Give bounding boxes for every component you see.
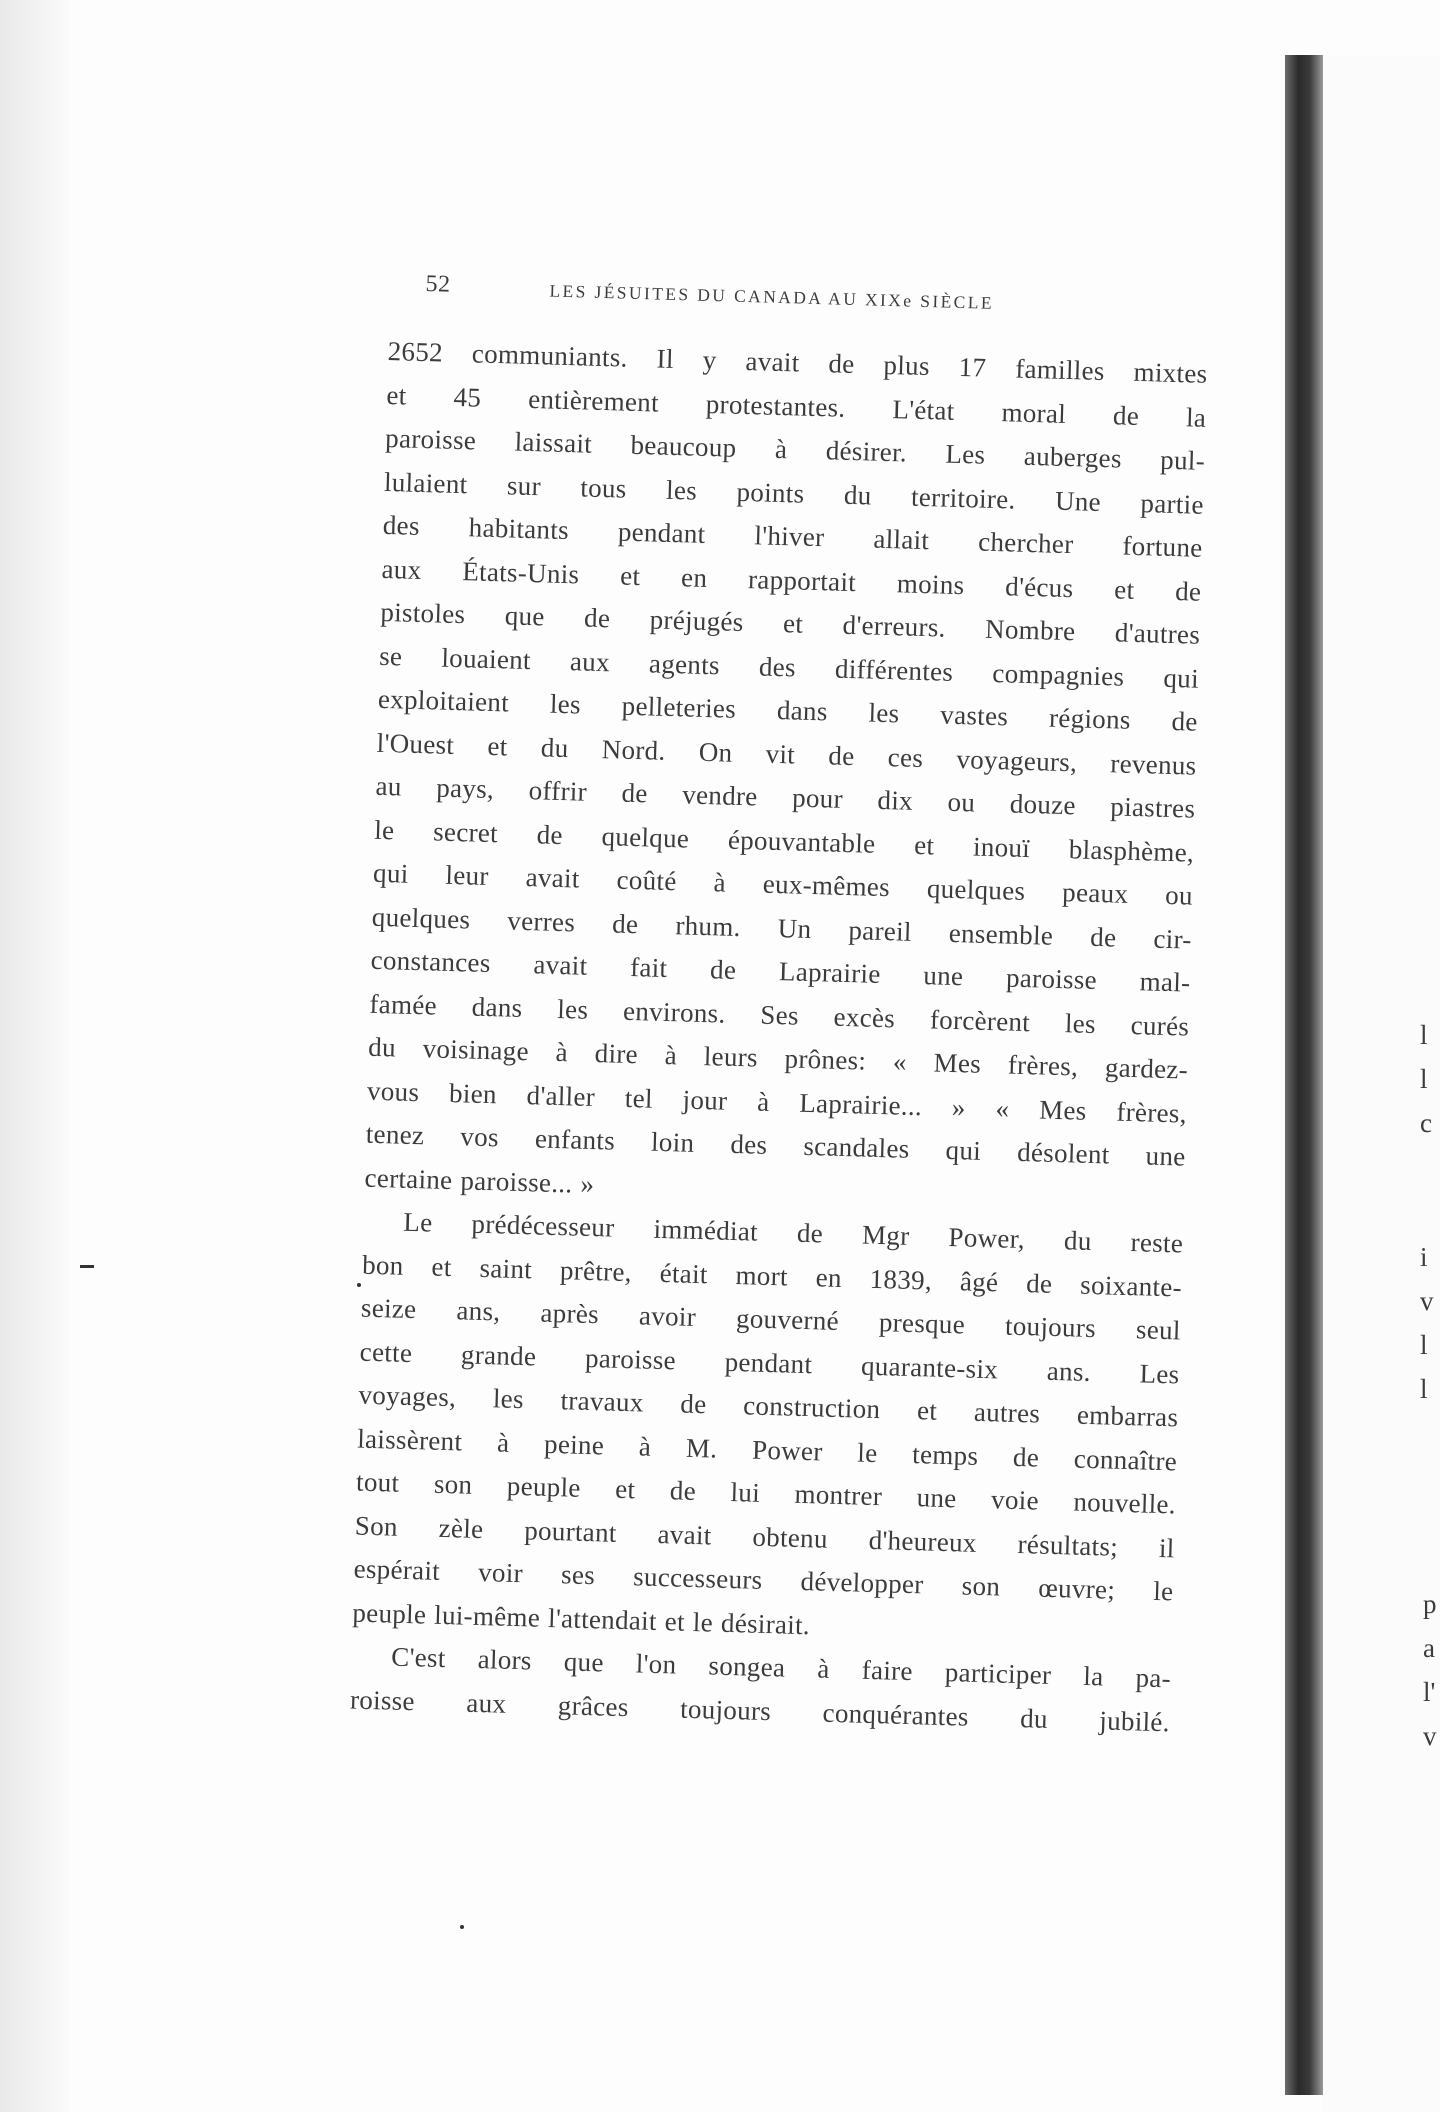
text-line: pistoles que de préjugés et d'erreurs. Nombre d'autres xyxy=(380,596,1201,650)
text-line: l'Ouest et du Nord. On vit de ces voyageurs, revenus xyxy=(376,727,1197,781)
text-line: exploitaient les pelleteries dans les vastes régions de xyxy=(377,683,1199,737)
running-head-title: LES JÉSUITES DU CANADA AU XIXe SIÈCLE xyxy=(549,280,995,313)
fragment-letter: a xyxy=(1423,1633,1435,1663)
fragment-letter: v xyxy=(1423,1721,1437,1751)
margin-speck xyxy=(460,1925,464,1929)
fragment-letter: l xyxy=(1420,1020,1428,1050)
text-line: cette grande paroisse pendant quarante-six ans. Les xyxy=(359,1336,1180,1389)
page-text-block xyxy=(349,270,1209,1744)
margin-speck xyxy=(357,1283,361,1287)
text-line: 2652 communiants. Il y avait de plus 17 familles mixtes xyxy=(387,335,1208,389)
text-line: seize ans, après avoir gouverné presque toujours seul xyxy=(360,1292,1182,1346)
text-line: le secret de quelque épouvantable et inouï blasphème, xyxy=(373,814,1195,868)
text-line: famée dans les environs. Ses excès forcèrent les curés xyxy=(369,988,1190,1042)
text-line: paroisse laissait beaucoup à désirer. Les auberges pul- xyxy=(384,422,1206,476)
text-line: vous bien d'aller tel jour à Laprairie... » « Mes frères, xyxy=(366,1075,1188,1129)
text-line: au pays, offrir de vendre pour dix ou douze piastres xyxy=(375,770,1196,824)
text-line: espérait voir ses successeurs développer son œuvre; le xyxy=(353,1553,1174,1607)
text-line: quelques verres de rhum. Un pareil ensemble de cir- xyxy=(371,901,1193,955)
book-gutter xyxy=(1285,55,1323,2095)
text-line: aux États-Unis et en rapportait moins d'écus et de xyxy=(381,553,1202,607)
text-line: tout son peuple et de lui montrer une voie nouvelle. xyxy=(355,1466,1177,1520)
text-line: qui leur avait coûté à eux-mêmes quelques peaux ou xyxy=(372,857,1194,911)
text-line: C'est alors que l'on songea à faire participer la pa- xyxy=(390,1641,1172,1694)
text-line: Son zèle pourtant avait obtenu d'heureux résultats; il xyxy=(354,1510,1176,1563)
text-line: roisse aux grâces toujours conquérantes du jubilé. xyxy=(349,1683,1171,1737)
text-line: lulaient sur tous les points du territoire. Une partie xyxy=(383,466,1205,520)
text-line: Le prédécesseur immédiat de Mgr Power, du reste xyxy=(403,1206,1184,1259)
page-number: 52 xyxy=(425,271,451,298)
paragraph-2 xyxy=(352,1200,1184,1658)
text-line: des habitants pendant l'hiver allait chercher fortune xyxy=(382,509,1203,563)
text-line: et 45 entièrement protestantes. L'état moral de la xyxy=(386,379,1207,433)
fragment-letter: c xyxy=(1420,1108,1432,1138)
text-line: peuple lui-même l'attendait et le désirait. xyxy=(352,1596,811,1640)
fragment-letter: i xyxy=(1420,1242,1428,1272)
text-line: certaine paroisse... » xyxy=(364,1162,595,1199)
fragment-letter: v xyxy=(1420,1286,1434,1316)
text-line: laissèrent à peine à M. Power le temps de connaître xyxy=(356,1423,1178,1476)
text-line: constances avait fait de Laprairie une paroisse mal- xyxy=(370,944,1191,998)
page-left-shadow xyxy=(0,0,70,2112)
text-line: du voisinage à dire à leurs prônes: « Mes frères, gardez- xyxy=(367,1031,1189,1085)
text-line: se louaient aux agents des différentes compagnies qui xyxy=(378,640,1200,694)
fragment-letter: l xyxy=(1420,1374,1428,1404)
fragment-letter: l xyxy=(1420,1064,1428,1094)
text-line: bon et saint prêtre, était mort en 1839, âgé de soixante- xyxy=(361,1249,1183,1303)
margin-mark xyxy=(80,1265,94,1268)
fragment-letter: p xyxy=(1423,1589,1437,1619)
fragment-letter: l' xyxy=(1423,1677,1436,1707)
paragraph-1 xyxy=(364,330,1208,1223)
text-line: tenez vos enfants loin des scandales qui désolent une xyxy=(365,1118,1186,1172)
text-line: voyages, les travaux de construction et autres embarras xyxy=(358,1379,1179,1433)
facing-page-fragments-lower xyxy=(1423,1582,1437,1758)
fragment-letter: l xyxy=(1420,1330,1428,1360)
